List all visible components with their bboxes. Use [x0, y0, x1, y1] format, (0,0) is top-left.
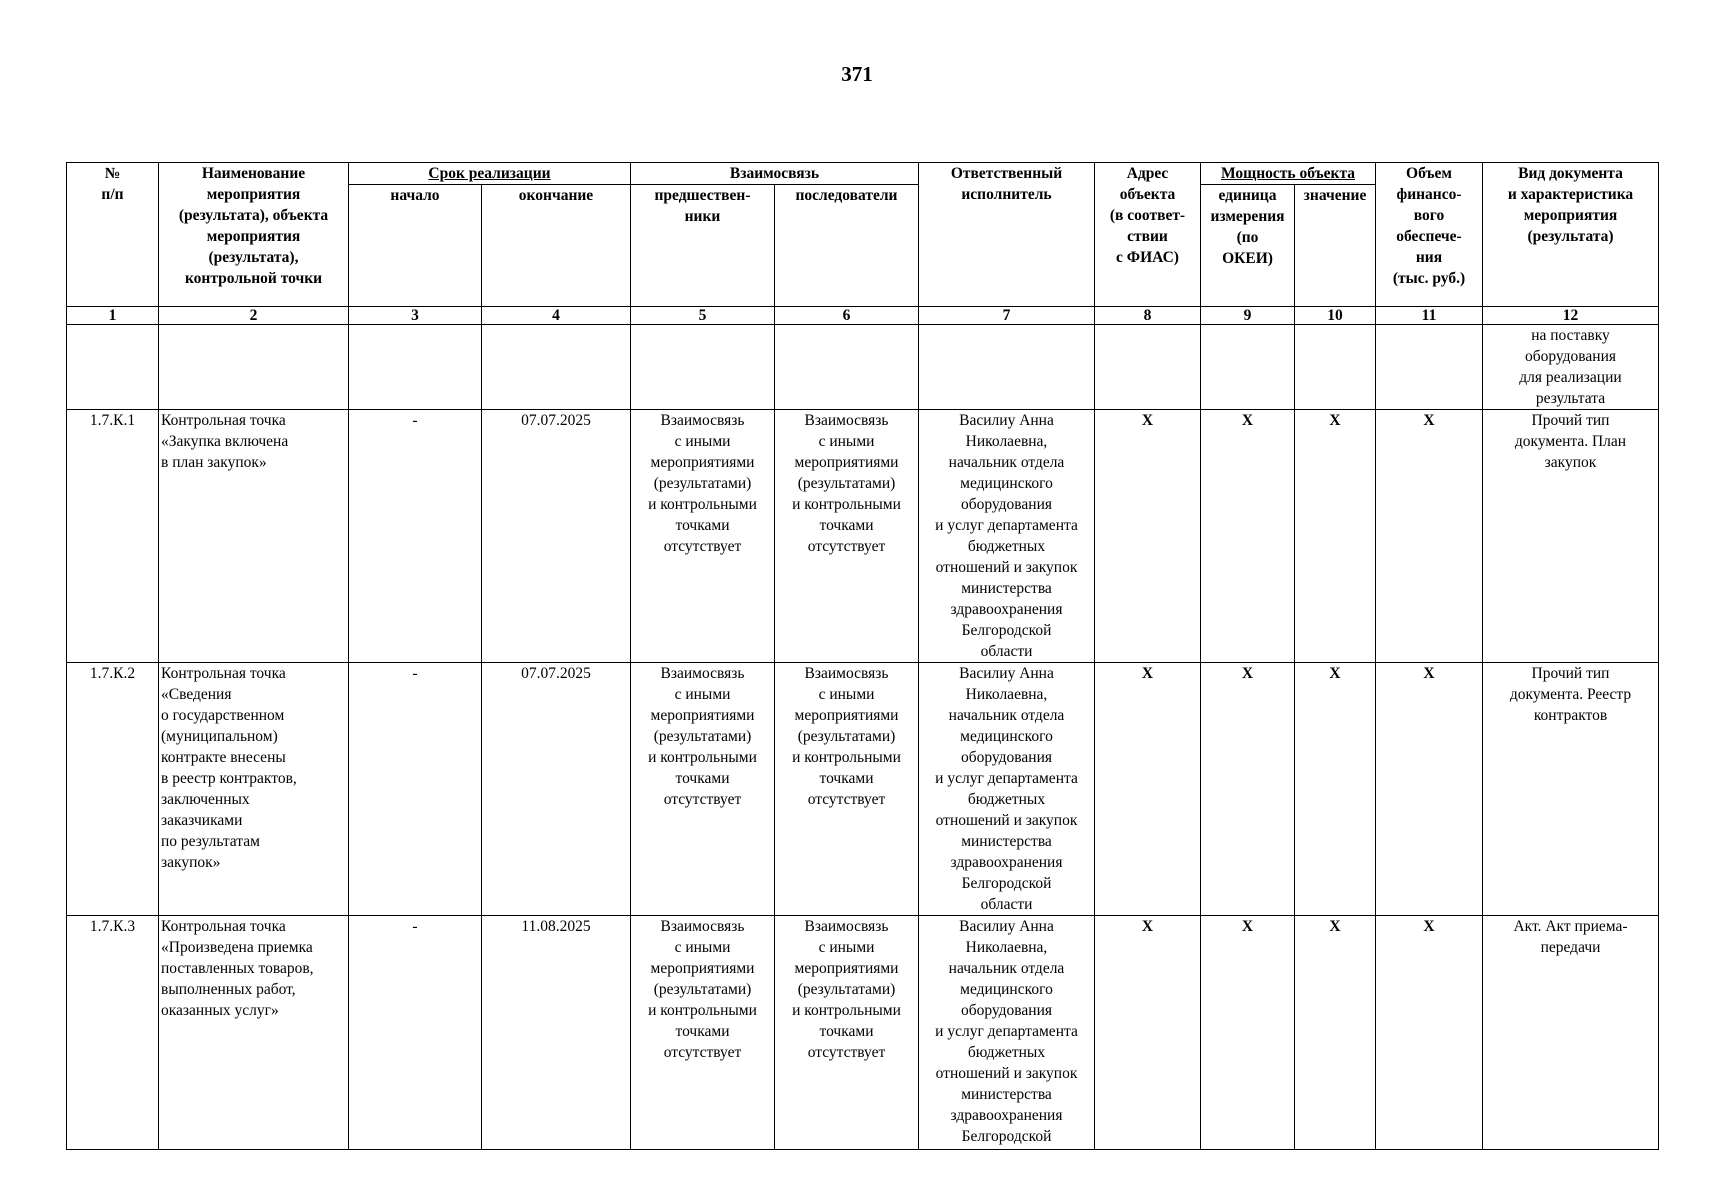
header-address: Адрес объекта (в соответ- ствии с ФИАС)	[1095, 163, 1201, 307]
cell-predecessors: Взаимосвязь с иными мероприятиями (результатами) и контрольными точками отсутствует	[631, 410, 775, 663]
page-number: 371	[841, 62, 873, 86]
table-row	[67, 916, 1659, 1150]
cell-successors: Взаимосвязь с иными мероприятиями (результатами) и контрольными точками отсутствует	[775, 410, 919, 663]
cell-value: X	[1295, 410, 1376, 663]
cell-successors: Взаимосвязь с иными мероприятиями (результатами) и контрольными точками отсутствует	[775, 663, 919, 916]
implementation-plan-table	[66, 162, 1659, 1150]
cell-end: 11.08.2025	[482, 916, 631, 1150]
cell-predecessors: Взаимосвязь с иными мероприятиями (результатами) и контрольными точками отсутствует	[631, 663, 775, 916]
col-number: 9	[1201, 307, 1295, 325]
cell-unit: X	[1201, 663, 1295, 916]
col-number: 8	[1095, 307, 1201, 325]
header-value: значение	[1295, 185, 1376, 307]
col-number: 11	[1376, 307, 1483, 325]
header-successors: последователи	[775, 185, 919, 307]
cell-finance: X	[1376, 663, 1483, 916]
col-number: 7	[919, 307, 1095, 325]
cell-unit: X	[1201, 410, 1295, 663]
col-number: 2	[159, 307, 349, 325]
header-name: Наименование мероприятия (результата), объекта мероприятия (результата), контрольной точки	[159, 163, 349, 307]
col-number: 5	[631, 307, 775, 325]
cell-value: X	[1295, 916, 1376, 1150]
col-number: 6	[775, 307, 919, 325]
cell-successors: Взаимосвязь с иными мероприятиями (результатами) и контрольными точками отсутствует	[775, 916, 919, 1150]
header-row-1	[67, 163, 1659, 185]
cell-num: 1.7.К.3	[67, 916, 159, 1150]
header-num: № п/п	[67, 163, 159, 307]
header-start: начало	[349, 185, 482, 307]
table-row	[67, 410, 1659, 663]
header-document: Вид документа и характеристика мероприятия (результата)	[1483, 163, 1659, 307]
cell-document: Прочий тип документа. Реестр контрактов	[1483, 663, 1659, 916]
column-numbers-row	[67, 307, 1659, 325]
cell-end: 07.07.2025	[482, 410, 631, 663]
col-number: 3	[349, 307, 482, 325]
cell-address: X	[1095, 916, 1201, 1150]
header-finance: Объем финансо- вого обеспече- ния (тыс. руб.)	[1376, 163, 1483, 307]
header-term: Срок реализации	[349, 163, 631, 185]
cell-name: Контрольная точка «Закупка включена в план закупок»	[159, 410, 349, 663]
header-power: Мощность объекта	[1201, 163, 1376, 185]
cell-document: Акт. Акт приема- передачи	[1483, 916, 1659, 1150]
cell-document: на поставку оборудования для реализации результата	[1483, 325, 1659, 410]
col-number: 4	[482, 307, 631, 325]
col-number: 1	[67, 307, 159, 325]
table-row	[67, 663, 1659, 916]
cell-predecessors: Взаимосвязь с иными мероприятиями (результатами) и контрольными точками отсутствует	[631, 916, 775, 1150]
cell-num: 1.7.К.1	[67, 410, 159, 663]
cell-responsible: Василиу Анна Николаевна, начальник отдела медицинского оборудования и услуг департамента бюджетных отношений и закупок министерства здравоохранения Белгородской области	[919, 410, 1095, 663]
header-end: окончание	[482, 185, 631, 307]
cell-value: X	[1295, 663, 1376, 916]
cell-responsible: Василиу Анна Николаевна, начальник отдела медицинского оборудования и услуг департамента бюджетных отношений и закупок министерства здравоохранения Белгородской области	[919, 663, 1095, 916]
cell-start: -	[349, 663, 482, 916]
cell-responsible: Василиу Анна Николаевна, начальник отдела медицинского оборудования и услуг департамента бюджетных отношений и закупок министерства здравоохранения Белгородской	[919, 916, 1095, 1150]
header-unit: единица измерения (по ОКЕИ)	[1201, 185, 1295, 307]
cell-finance: X	[1376, 916, 1483, 1150]
cell-name: Контрольная точка «Произведена приемка поставленных товаров, выполненных работ, оказанных услуг»	[159, 916, 349, 1150]
table-row-continued	[67, 325, 1659, 410]
cell-start: -	[349, 410, 482, 663]
cell-end: 07.07.2025	[482, 663, 631, 916]
col-number: 12	[1483, 307, 1659, 325]
header-responsible: Ответственный исполнитель	[919, 163, 1095, 307]
cell-document: Прочий тип документа. План закупок	[1483, 410, 1659, 663]
header-predecessors: предшествен- ники	[631, 185, 775, 307]
header-link: Взаимосвязь	[631, 163, 919, 185]
cell-name: Контрольная точка «Сведения о государственном (муниципальном) контракте внесены в реестр контрактов, заключенных заказчиками по результатам закупок»	[159, 663, 349, 916]
cell-address: X	[1095, 410, 1201, 663]
cell-num: 1.7.К.2	[67, 663, 159, 916]
cell-start: -	[349, 916, 482, 1150]
cell-address: X	[1095, 663, 1201, 916]
cell-finance: X	[1376, 410, 1483, 663]
cell-unit: X	[1201, 916, 1295, 1150]
col-number: 10	[1295, 307, 1376, 325]
